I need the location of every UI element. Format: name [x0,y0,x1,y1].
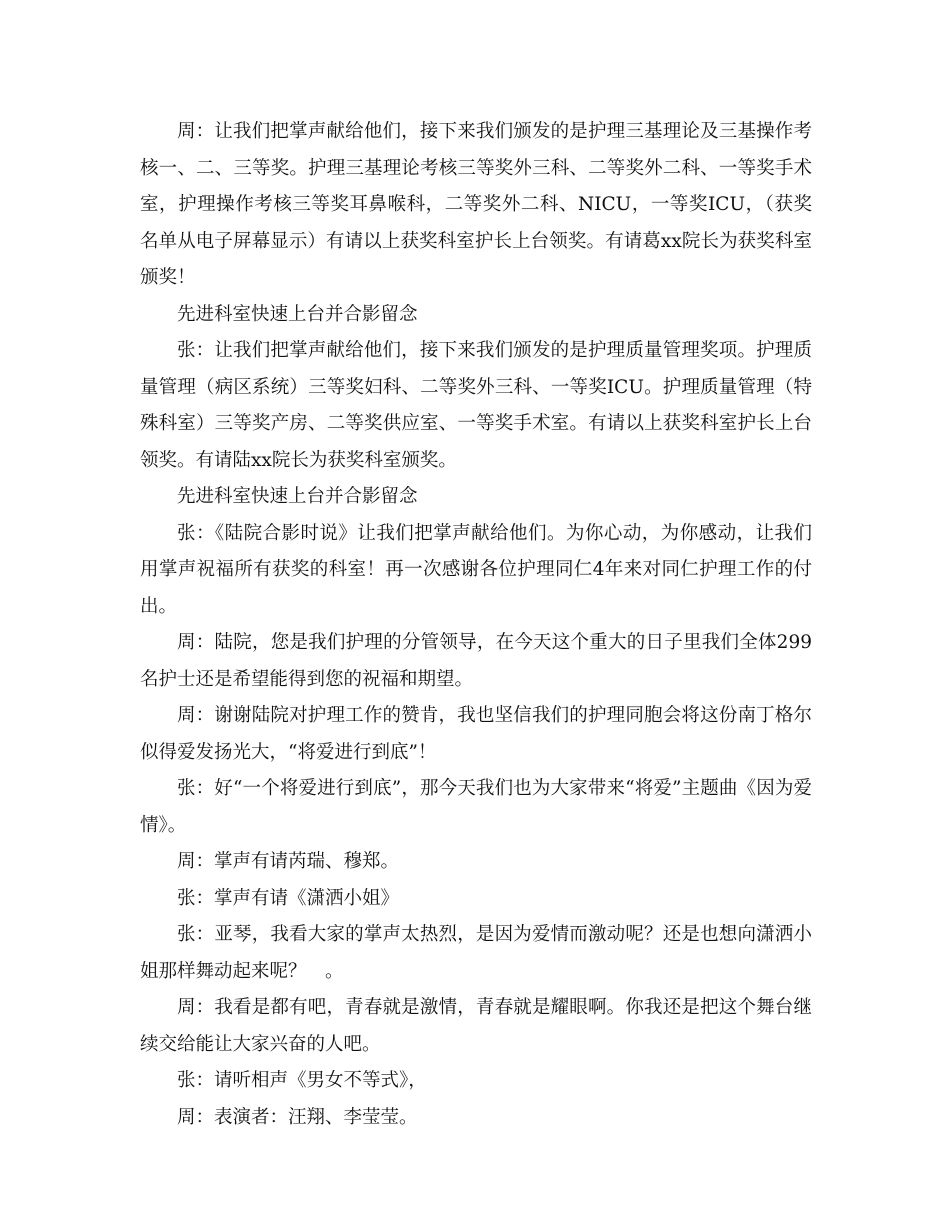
paragraph: 张：请听相声《男女不等式》， [177,1070,427,1091]
paragraph: 张：亚琴，我看大家的掌声太热烈，是因为爱情而激动呢？还是也想向潇洒小姐那样舞动起来呢？ 。 [140,924,812,982]
paragraph: 先进科室快速上台并合影留念 [177,486,418,507]
paragraph: 张：《陆院合影时说》让我们把掌声献给他们。为你心动，为你感动，让我们用掌声祝福所有获奖的科室！再一次感谢各位护理同仁4年来对同仁护理工作的付出。 [140,522,812,617]
paragraph: 张：好“一个将爱进行到底”，那今天我们也为大家带来“将爱”主题曲《因为爱情》。 [140,778,812,836]
paragraph: 周：表演者：汪翔、李莹莹。 [177,1106,418,1128]
paragraph: 周：掌声有请芮瑞、穆郑。 [177,851,400,872]
document-page [140,114,812,1136]
paragraph: 周：我看是都有吧，青春就是激情，青春就是耀眼啊。你我还是把这个舞台继续交给能让大家兴奋的人吧。 [140,997,812,1055]
paragraph: 周：让我们把掌声献给他们，接下来我们颁发的是护理三基理论及三基操作考核一、二、三等奖。护理三基理论考核三等奖外三科、二等奖外二科、一等奖手术室，护理操作考核三等奖耳鼻喉科，二等奖外二科、NICU，一等奖ICU，（获奖名单从电子屏幕显示）有请以上获奖科室护长上台领奖。有请葛xx院长为获奖科室颁奖！ [140,121,812,288]
paragraph: 周：陆院，您是我们护理的分管领导，在今天这个重大的日子里我们全体299名护士还是希望能得到您的祝福和期望。 [140,632,812,690]
paragraph: 先进科室快速上台并合影留念 [177,303,418,325]
paragraph: 张：掌声有请《潇洒小姐》 [177,887,400,909]
paragraph: 周：谢谢陆院对护理工作的赞肯，我也坚信我们的护理同胞会将这份南丁格尔似得爱发扬光大，“将爱进行到底”！ [140,705,812,763]
paragraph: 张：让我们把掌声献给他们，接下来我们颁发的是护理质量管理奖项。护理质量管理（病区系统）三等奖妇科、二等奖外三科、一等奖ICU。护理质量管理（特殊科室）三等奖产房、二等奖供应室、一等奖手术室。有请以上获奖科室护长上台领奖。有请陆xx院长为获奖科室颁奖。 [140,340,812,471]
